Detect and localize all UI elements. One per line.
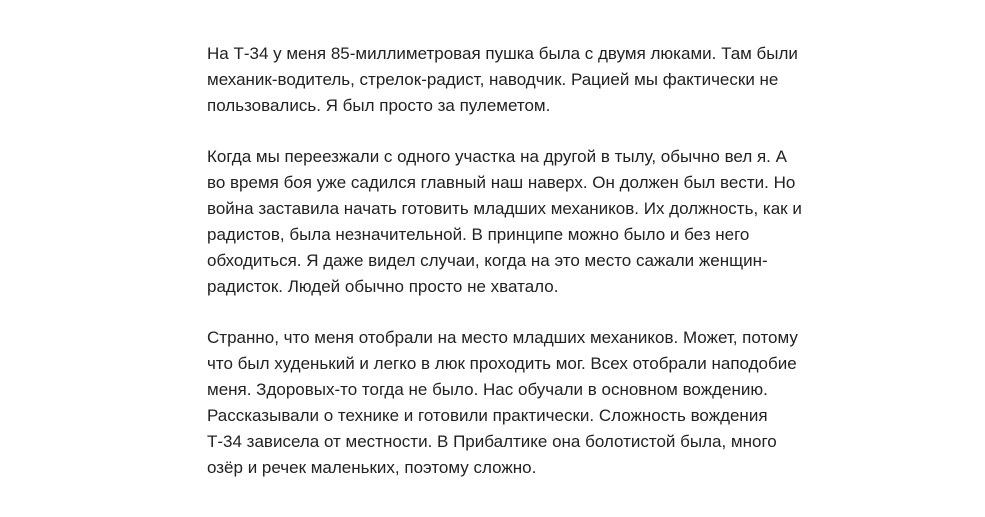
text-line: озёр и речек маленьких, поэтому сложно. [207,458,537,477]
text-line: радистов, была незначительной. В принципе можно было и без него [207,225,750,244]
text-line: во время боя уже садился главный наш наверх. Он должен был вести. Но [207,173,796,192]
article-body [207,41,807,506]
text-line: На Т-34 у меня 85-миллиметровая пушка была с двумя люками. Там были [207,44,798,63]
text-line: механик-водитель, стрелок-радист, наводчик. Рацией мы фактически не [207,70,779,89]
paragraph-2 [207,144,807,300]
text-line: обходиться. Я даже видел случаи, когда на это место сажали женщин- [207,251,768,270]
text-line: Когда мы переезжали с одного участка на другой в тылу, обычно вел я. А [207,147,787,166]
text-line: война заставила начать готовить младших механиков. Их должность, как и [207,199,802,218]
text-line: Рассказывали о технике и готовили практически. Сложность вождения [207,406,768,425]
text-line: Странно, что меня отобрали на место младших механиков. Может, потому [207,328,798,347]
text-line: Т-34 зависела от местности. В Прибалтике она болотистой была, много [207,432,777,451]
text-line: радисток. Людей обычно просто не хватало. [207,277,559,296]
paragraph-3 [207,325,807,481]
text-line: пользовались. Я был просто за пулеметом. [207,96,551,115]
text-line: меня. Здоровых-то тогда не было. Нас обучали в основном вождению. [207,380,768,399]
paragraph-1 [207,41,807,119]
text-line: что был худенький и легко в люк проходить мог. Всех отобрали наподобие [207,354,797,373]
